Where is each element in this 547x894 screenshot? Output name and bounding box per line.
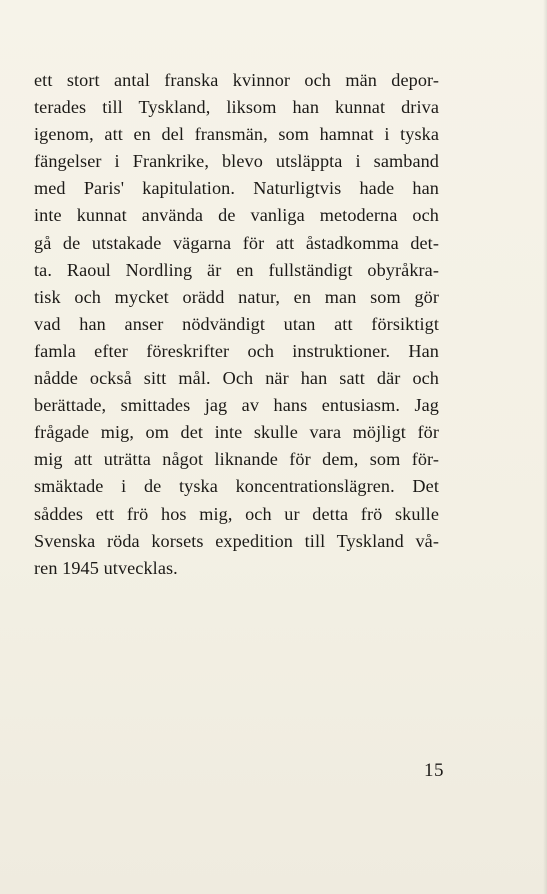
text-line: Svenska röda korsets expedition till Tyskland vå- bbox=[34, 530, 439, 551]
text-line: frågade mig, om det inte skulle vara möjligt för bbox=[34, 422, 439, 443]
page-edge-shadow bbox=[543, 0, 547, 894]
page-number: 15 bbox=[424, 760, 444, 781]
text-line: tisk och mycket orädd natur, en man som gör bbox=[34, 286, 439, 307]
text-line: nådde också sitt mål. Och när han satt där och bbox=[34, 368, 439, 389]
text-line: såddes ett frö hos mig, och ur detta frö skulle bbox=[34, 503, 439, 524]
text-line: igenom, att en del fransmän, som hamnat i tyska bbox=[34, 124, 439, 145]
text-line: ta. Raoul Nordling är en fullständigt obyråkra- bbox=[34, 259, 439, 280]
text-line: fängelser i Frankrike, blevo utsläppta i samband bbox=[34, 151, 439, 172]
text-line: berättade, smittades jag av hans entusiasm. Jag bbox=[34, 395, 439, 416]
text-line-last: ren 1945 utvecklas. bbox=[34, 557, 178, 578]
body-text bbox=[34, 67, 439, 582]
text-line: mig att uträtta något liknande för dem, som för- bbox=[34, 449, 439, 470]
text-line: smäktade i de tyska koncentrationslägren. Det bbox=[34, 476, 439, 497]
text-line: famla efter föreskrifter och instruktioner. Han bbox=[34, 340, 439, 361]
text-line: inte kunnat använda de vanliga metoderna och bbox=[34, 205, 439, 226]
text-line: med Paris' kapitulation. Naturligtvis hade han bbox=[34, 178, 439, 199]
text-line: gå de utstakade vägarna för att åstadkomma det- bbox=[34, 232, 439, 253]
text-line: terades till Tyskland, liksom han kunnat driva bbox=[34, 97, 439, 118]
text-line: ett stort antal franska kvinnor och män depor- bbox=[34, 70, 439, 90]
text-line: vad han anser nödvändigt utan att försiktigt bbox=[34, 313, 439, 334]
